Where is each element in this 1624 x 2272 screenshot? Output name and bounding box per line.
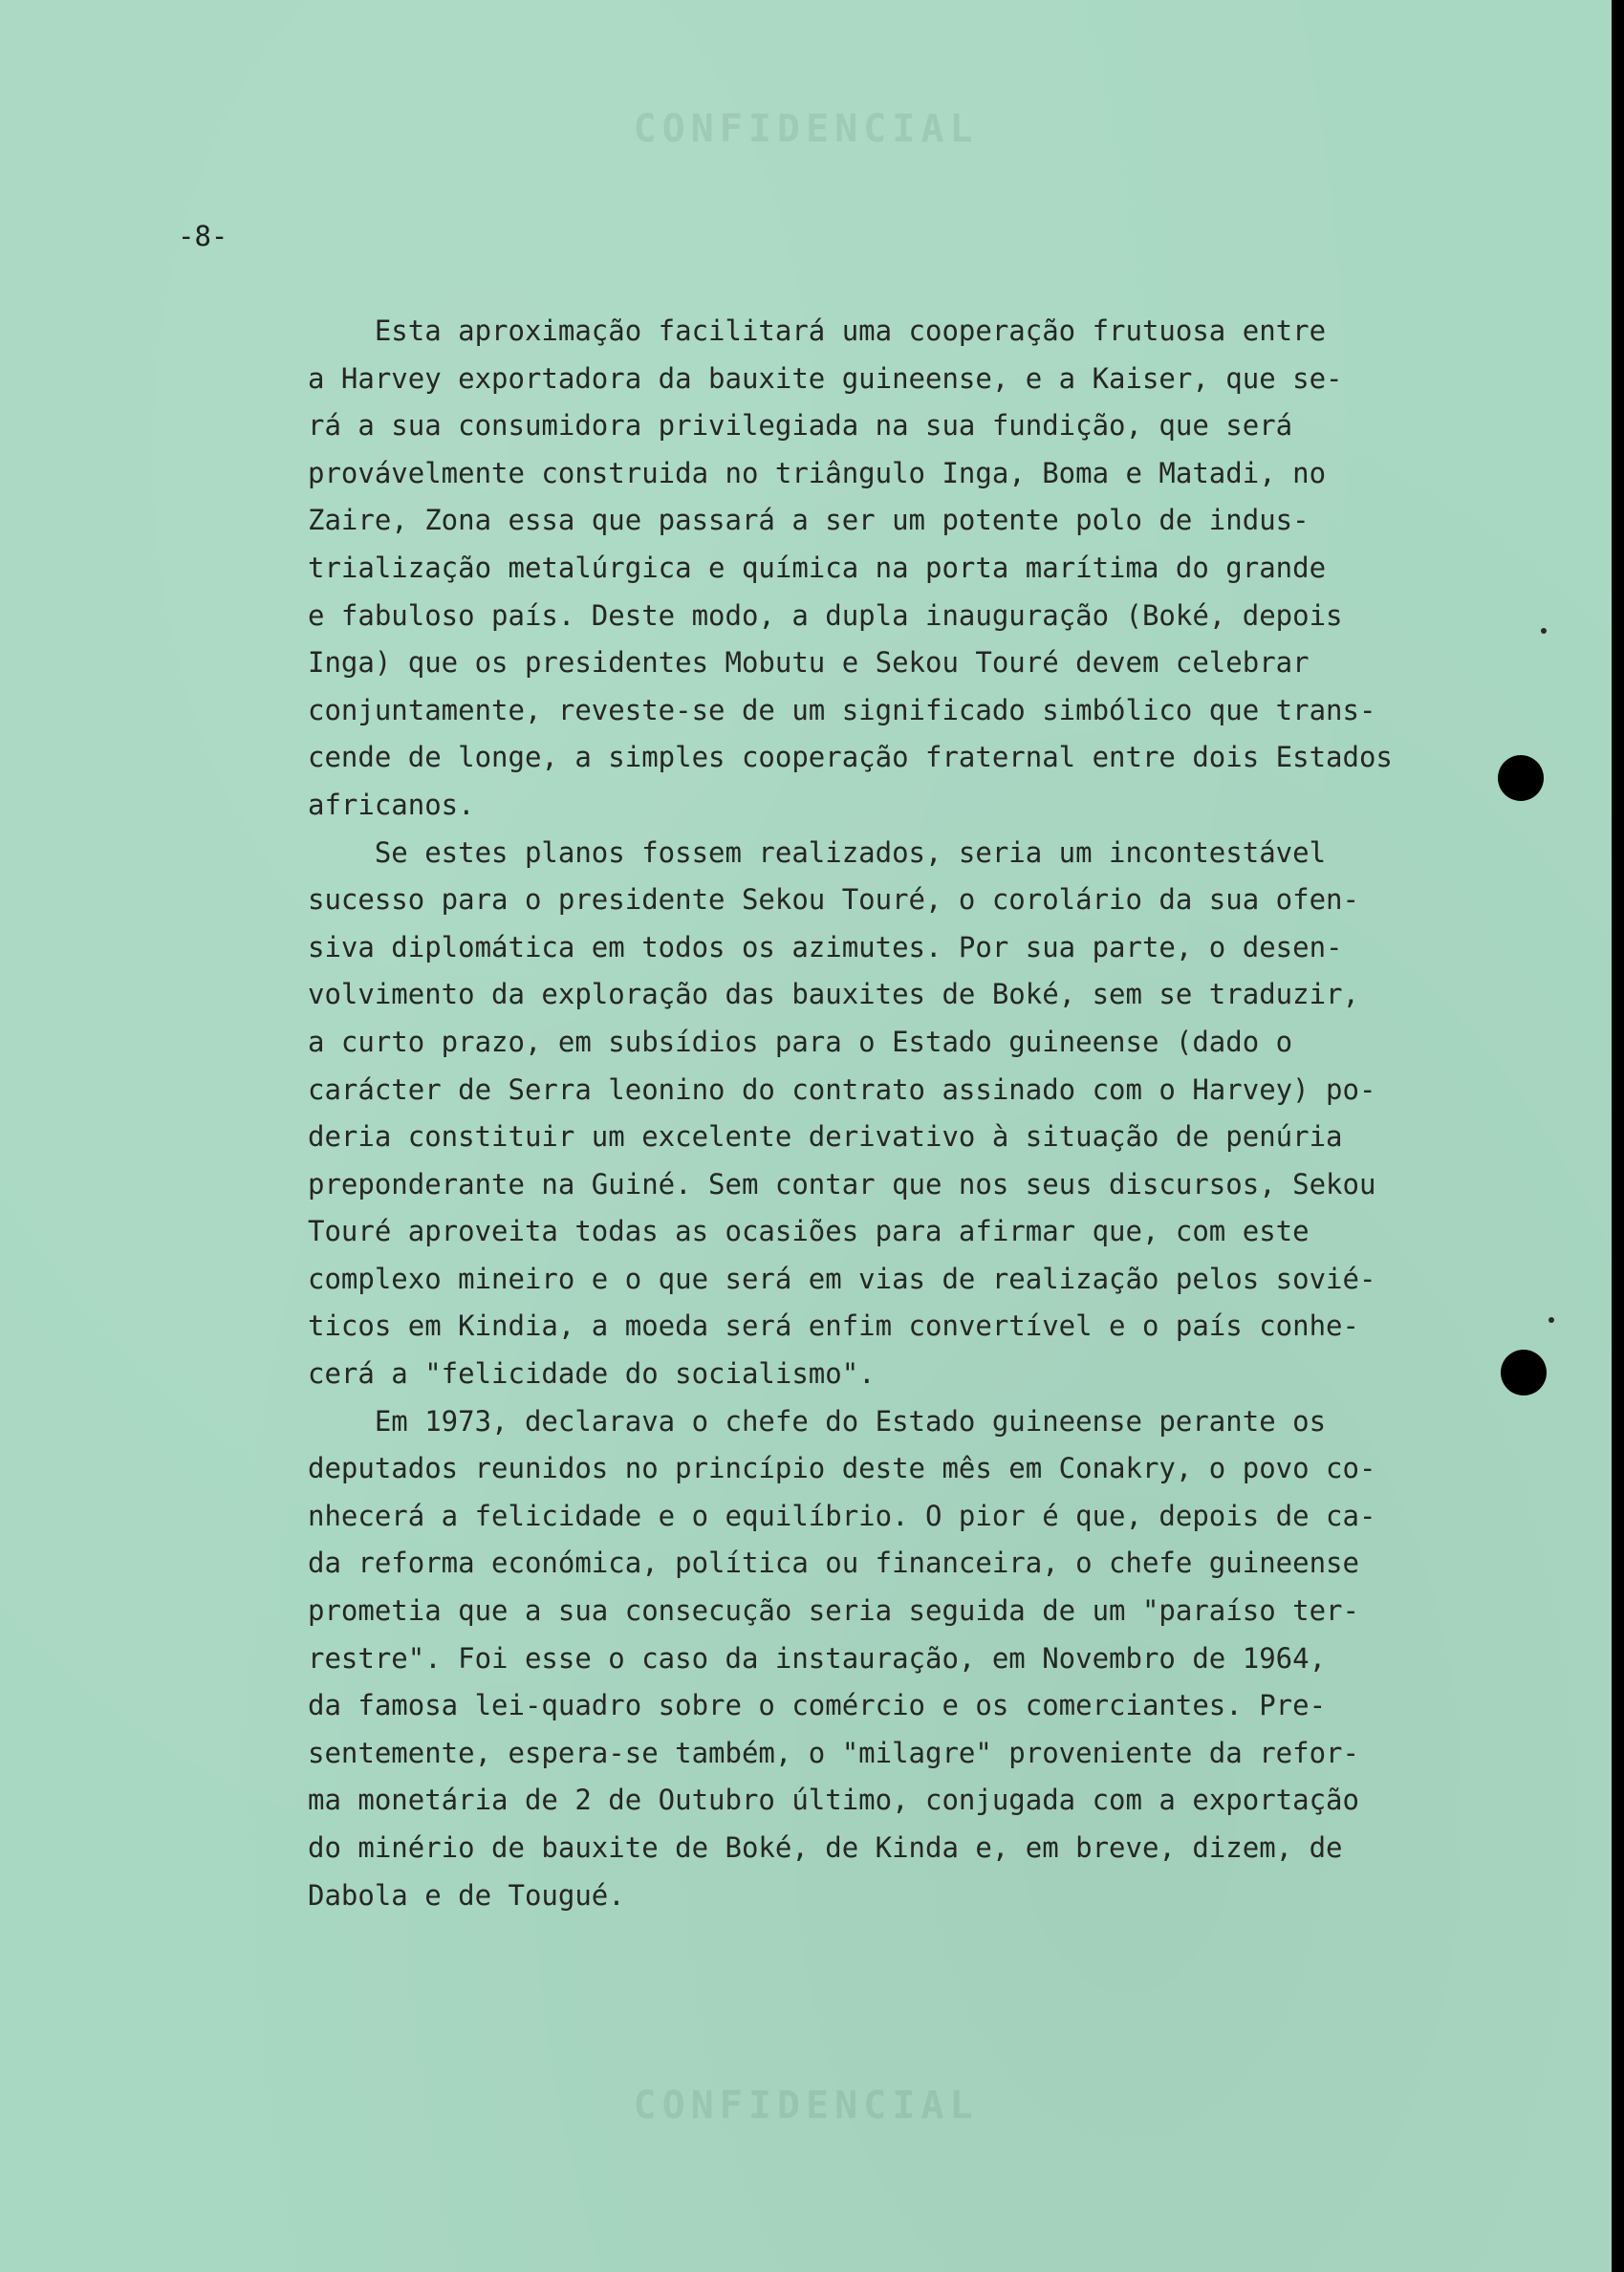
paragraph-3: [308, 1398, 1436, 1920]
text-line: Se estes planos fossem realizados, seria um incontestável: [308, 835, 1327, 869]
text-line: da famosa lei-quadro sobre o comércio e os comerciantes. Pre-: [308, 1689, 1327, 1722]
text-line: trialização metalúrgica e química na porta marítima do grande: [308, 551, 1327, 584]
text-line: provávelmente construida no triângulo Inga, Boma e Matadi, no: [308, 456, 1327, 489]
text-line: restre". Foi esse o caso da instauração, em Novembro de 1964,: [308, 1641, 1327, 1675]
text-line: cerá a "felicidade do socialismo".: [308, 1357, 876, 1391]
text-line: Em 1973, declarava o chefe do Estado guineense perante os: [308, 1404, 1327, 1438]
text-line: a Harvey exportadora da bauxite guineense, e a Kaiser, que se-: [308, 361, 1343, 395]
text-line: carácter de Serra leonino do contrato assinado com o Harvey) po-: [308, 1072, 1376, 1106]
text-line: nhecerá a felicidade e o equilíbrio. O pior é que, depois de ca-: [308, 1499, 1376, 1532]
ink-speck: [1541, 628, 1547, 634]
page-number: -8-: [178, 220, 228, 252]
text-line: complexo mineiro e o que será em vias de realização pelos sovié-: [308, 1262, 1376, 1295]
text-line: africanos.: [308, 788, 475, 821]
text-line: Dabola e de Tougué.: [308, 1878, 625, 1912]
text-line: da reforma económica, política ou financeira, o chefe guineense: [308, 1547, 1359, 1580]
text-line: rá a sua consumidora privilegiada na sua fundição, que será: [308, 409, 1293, 443]
text-line: deria constituir um excelente derivativo à situação de penúria: [308, 1120, 1343, 1154]
ghost-footer-stamp: CONFIDENCIAL: [633, 2084, 979, 2128]
text-line: a curto prazo, em subsídios para o Estado guineense (dado o: [308, 1025, 1293, 1058]
ink-speck: [1548, 1317, 1554, 1323]
text-line: do minério de bauxite de Boké, de Kinda e, em breve, dizem, de: [308, 1831, 1343, 1864]
text-line: ma monetária de 2 de Outubro último, conjugada com a exportação: [308, 1784, 1359, 1817]
text-line: conjuntamente, reveste-se de um significado simbólico que trans-: [308, 693, 1376, 726]
paragraph-2: [308, 830, 1436, 1398]
text-line: prometia que a sua consecução seria seguida de um "paraíso ter-: [308, 1594, 1359, 1628]
text-line: ticos em Kindia, a moeda será enfim convertível e o país conhe-: [308, 1309, 1359, 1343]
punch-hole: [1501, 1350, 1547, 1396]
text-line: siva diplomática em todos os azimutes. Por sua parte, o desen-: [308, 930, 1343, 963]
text-line: Zaire, Zona essa que passará a ser um potente polo de indus-: [308, 504, 1310, 537]
ghost-header-stamp: CONFIDENCIAL: [633, 107, 979, 151]
text-line: Esta aproximação facilitará uma cooperação frutuosa entre: [308, 314, 1327, 347]
text-line: Touré aproveita todas as ocasiões para afirmar que, com este: [308, 1215, 1310, 1248]
text-line: e fabuloso país. Deste modo, a dupla inauguração (Boké, depois: [308, 598, 1343, 632]
document-body: [308, 308, 1436, 1919]
text-line: deputados reunidos no princípio deste mês em Conakry, o povo co-: [308, 1452, 1376, 1485]
text-line: sucesso para o presidente Sekou Touré, o corolário da sua ofen-: [308, 883, 1359, 917]
text-line: cende de longe, a simples cooperação fraternal entre dois Estados: [308, 741, 1393, 774]
paragraph-1: [308, 308, 1436, 830]
text-line: sentemente, espera-se também, o "milagre" proveniente da refor-: [308, 1736, 1359, 1769]
text-line: volvimento da exploração das bauxites de Boké, sem se traduzir,: [308, 978, 1359, 1011]
text-line: preponderante na Guiné. Sem contar que nos seus discursos, Sekou: [308, 1167, 1376, 1201]
text-line: Inga) que os presidentes Mobutu e Sekou Touré devem celebrar: [308, 646, 1310, 680]
punch-hole: [1498, 755, 1544, 801]
